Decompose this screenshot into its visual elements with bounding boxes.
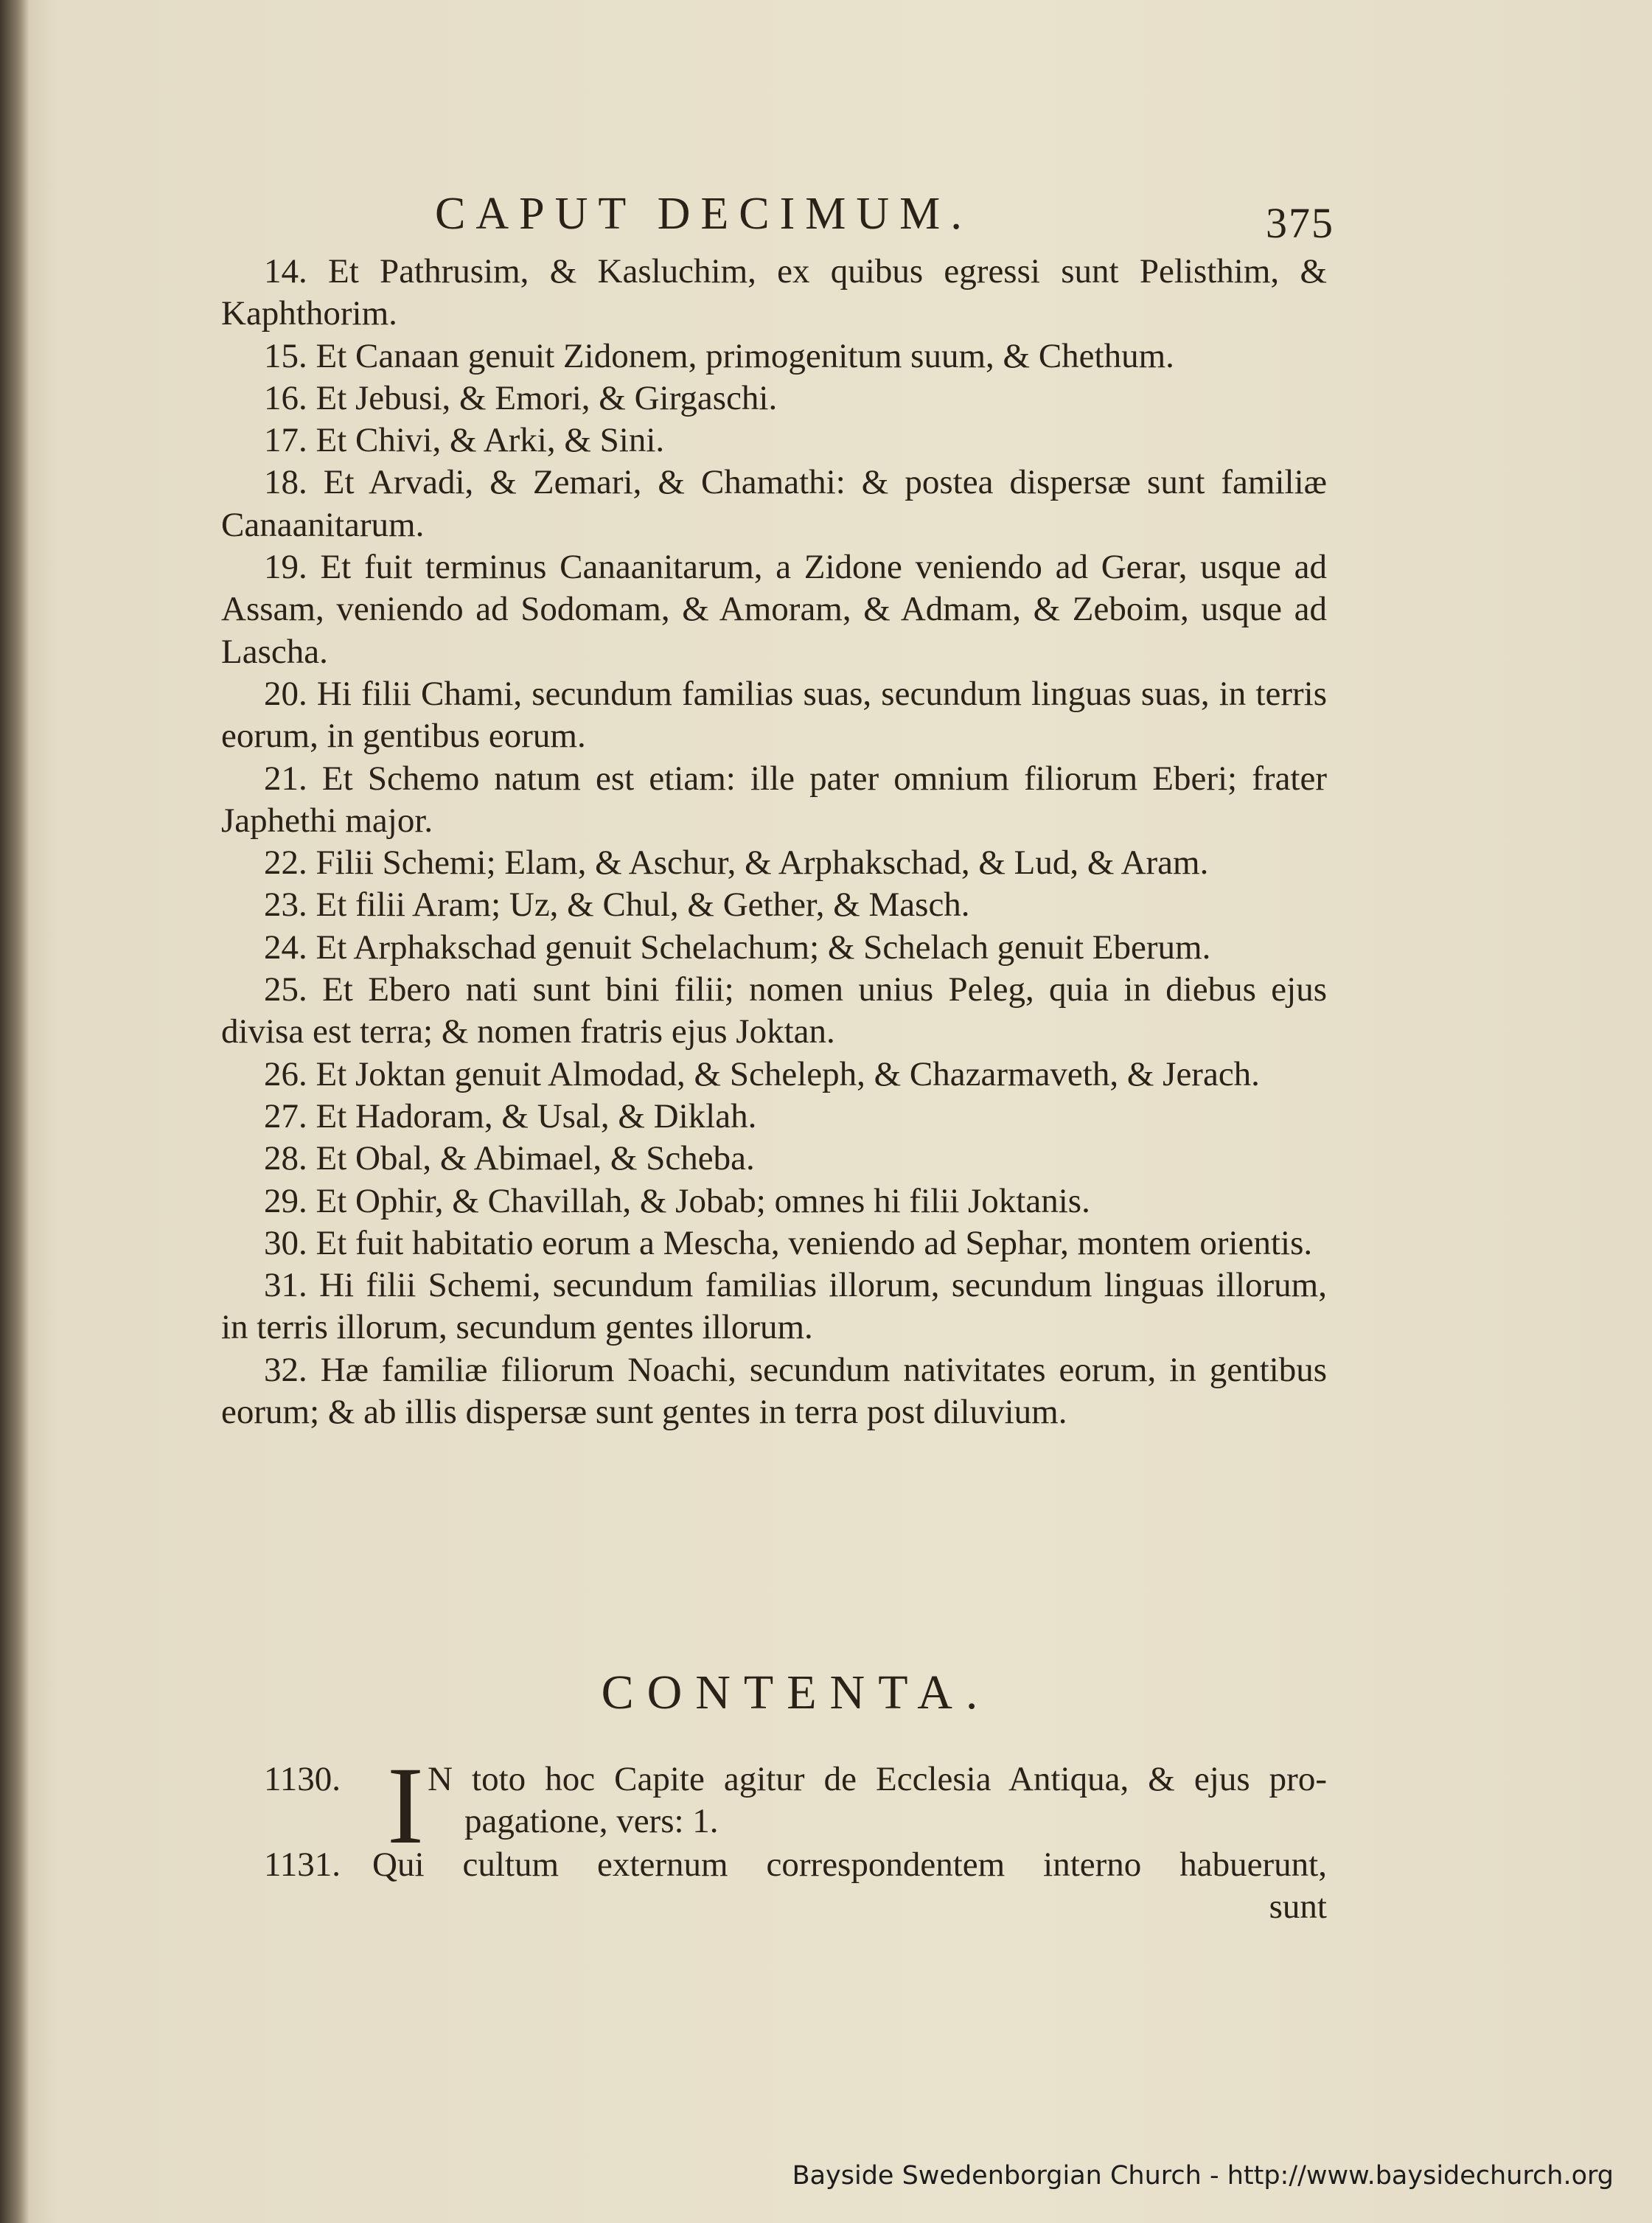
entry-text-line: N toto hoc Capite agitur de Ecclesia Antiqua, & ejus pro- (428, 1760, 1327, 1798)
verse-17: 17. Et Chivi, & Arki, & Sini. (264, 421, 665, 460)
verse-27: 27. Et Hadoram, & Usal, & Diklah. (264, 1096, 757, 1135)
running-head: CAPUT DECIMUM. (435, 189, 972, 239)
drop-cap: I (387, 1744, 424, 1867)
verse-23: 23. Et filii Aram; Uz, & Chul, & Gether, & Masch. (264, 886, 970, 925)
verse-14: 14. Et Pathrusim, & Kasluchim, ex quibus egressi sunt Pelisthim, & Kaphthorim. (221, 252, 1327, 333)
verse-15: 15. Et Canaan genuit Zidonem, primogenitum suum, & Chethum. (264, 336, 1174, 375)
verse-19: 19. Et fuit terminus Canaanitarum, a Zidone veniendo ad Gerar, usque ad Assam, veniendo ad Sodomam, & Amoram, & Admam, & Zeboim, usque ad Lascha. (221, 548, 1327, 671)
verse-list (221, 251, 1327, 1433)
verse-25: 25. Et Ebero nati sunt bini filii; nomen unius Peleg, quia in diebus ejus divisa est terra; & nomen fratris ejus Joktan. (221, 970, 1327, 1051)
verse-22: 22. Filii Schemi; Elam, & Aschur, & Arphakschad, & Lud, & Aram. (264, 843, 1209, 883)
verse-26: 26. Et Joktan genuit Almodad, & Scheleph, & Chazarmaveth, & Jerach. (264, 1054, 1260, 1093)
verse-32: 32. Hæ familiæ filiorum Noachi, secundum nativitates eorum, in gentibus eorum; & ab illis dispersæ sunt gentes in terra post diluvium. (221, 1350, 1327, 1432)
verse-16: 16. Et Jebusi, & Emori, & Girgaschi. (264, 378, 778, 417)
verse-24: 24. Et Arphakschad genuit Schelachum; & Schelach genuit Eberum. (264, 928, 1211, 967)
verse-28: 28. Et Obal, & Abimael, & Scheba. (264, 1139, 755, 1178)
entry-text-line: pagatione, vers: 1. (464, 1802, 719, 1840)
catchword: sunt (1269, 1888, 1327, 1926)
entry-text-line: Qui cultum externum correspondentem interno habuerunt, (372, 1845, 1327, 1884)
contents-list (221, 1744, 1327, 1930)
contents-heading: CONTENTA. (601, 1666, 991, 1719)
entry-number: 1131. (264, 1845, 341, 1884)
verse-18: 18. Et Arvadi, & Zemari, & Chamathi: & postea dispersæ sunt familiæ Canaanitarum. (221, 463, 1327, 544)
contents-entry-1131 (221, 1844, 1327, 1930)
page-number: 375 (1266, 199, 1334, 247)
entry-number: 1130. (264, 1760, 341, 1798)
verse-31: 31. Hi filii Schemi, secundum familias illorum, secundum linguas illorum, in terris illorum, secundum gentes illorum. (221, 1266, 1327, 1347)
page-header (435, 188, 1334, 247)
binding-gutter (0, 0, 29, 2223)
verse-21: 21. Et Schemo natum est etiam: ille pater omnium filiorum Eberi; frater Japhethi major. (221, 759, 1327, 840)
source-credit: Bayside Swedenborgian Church - http://www.baysidechurch.org (792, 2161, 1614, 2191)
verse-30: 30. Et fuit habitatio eorum a Mescha, veniendo ad Sephar, montem orientis. (264, 1223, 1313, 1262)
verse-20: 20. Hi filii Chami, secundum familias suas, secundum linguas suas, in terris eorum, in gentibus eorum. (221, 674, 1327, 756)
verse-29: 29. Et Ophir, & Chavillah, & Jobab; omnes hi filii Joktanis. (264, 1181, 1090, 1220)
